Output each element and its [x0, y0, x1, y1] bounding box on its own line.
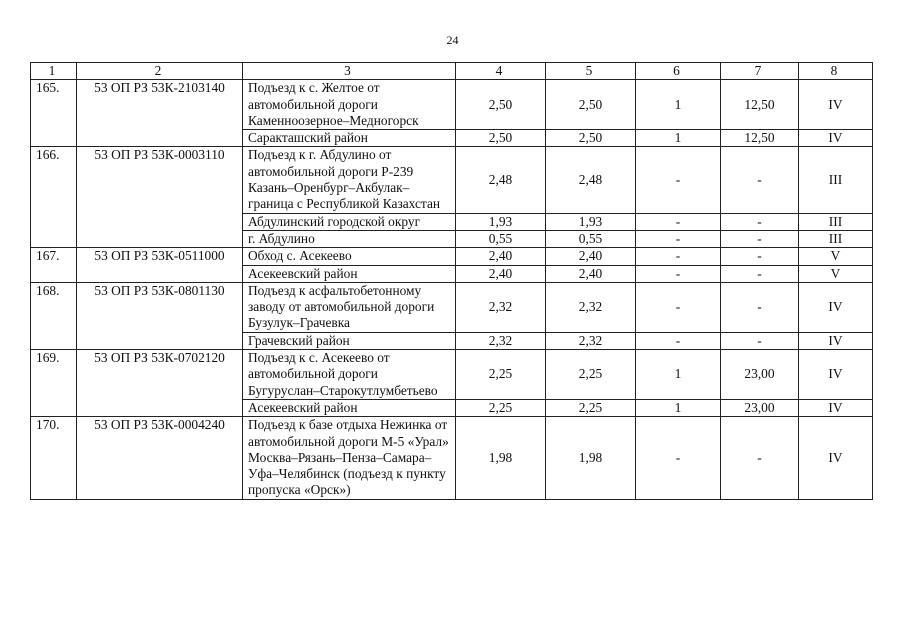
- road-category: IV: [799, 350, 873, 400]
- length-total: 2,50: [456, 80, 546, 130]
- road-category: V: [799, 248, 873, 265]
- row-number: 167.: [31, 248, 77, 283]
- header-cell: 2: [77, 63, 243, 80]
- bridge-length: 23,00: [721, 350, 799, 400]
- district-name: Абдулинский городской округ: [243, 213, 456, 230]
- road-category: IV: [799, 332, 873, 349]
- row-number: 166.: [31, 147, 77, 248]
- district-name: Асекеевский район: [243, 265, 456, 282]
- length-hard-surface: 1,93: [546, 213, 636, 230]
- bridge-length: -: [721, 213, 799, 230]
- bridge-count: -: [636, 213, 721, 230]
- road-name: Подъезд к асфальтобетонному заводу от автомобильной дороги Бузулук–Грачевка: [243, 282, 456, 332]
- road-category: III: [799, 230, 873, 247]
- length-total: 2,40: [456, 248, 546, 265]
- bridge-count: 1: [636, 130, 721, 147]
- length-total: 2,32: [456, 332, 546, 349]
- length-total: 2,40: [456, 265, 546, 282]
- road-name: Обход с. Асекеево: [243, 248, 456, 265]
- road-category: IV: [799, 282, 873, 332]
- bridge-length: -: [721, 248, 799, 265]
- row-number: 165.: [31, 80, 77, 147]
- length-total: 2,50: [456, 130, 546, 147]
- length-total: 2,48: [456, 147, 546, 213]
- bridge-length: 12,50: [721, 130, 799, 147]
- row-number: 170.: [31, 417, 77, 499]
- header-cell: 7: [721, 63, 799, 80]
- row-number: 169.: [31, 350, 77, 417]
- district-name: Асекеевский район: [243, 399, 456, 416]
- road-code: 53 ОП РЗ 53К-0702120: [77, 350, 243, 417]
- bridge-count: 1: [636, 350, 721, 400]
- length-hard-surface: 2,25: [546, 350, 636, 400]
- length-hard-surface: 0,55: [546, 230, 636, 247]
- road-category: IV: [799, 80, 873, 130]
- row-number: 168.: [31, 282, 77, 349]
- header-cell: 1: [31, 63, 77, 80]
- header-cell: 8: [799, 63, 873, 80]
- length-total: 2,25: [456, 399, 546, 416]
- length-total: 2,32: [456, 282, 546, 332]
- table-row: [31, 80, 873, 130]
- bridge-count: -: [636, 248, 721, 265]
- bridge-count: -: [636, 332, 721, 349]
- table-row: [31, 282, 873, 332]
- bridge-length: -: [721, 265, 799, 282]
- length-hard-surface: 2,32: [546, 332, 636, 349]
- bridge-count: -: [636, 417, 721, 499]
- road-code: 53 ОП РЗ 53К-0003110: [77, 147, 243, 248]
- road-category: IV: [799, 417, 873, 499]
- bridge-length: 23,00: [721, 399, 799, 416]
- bridge-length: -: [721, 417, 799, 499]
- table-row: [31, 248, 873, 265]
- bridge-length: -: [721, 147, 799, 213]
- table-header-row: [31, 63, 873, 80]
- header-cell: 3: [243, 63, 456, 80]
- bridge-count: 1: [636, 80, 721, 130]
- length-hard-surface: 1,98: [546, 417, 636, 499]
- length-hard-surface: 2,32: [546, 282, 636, 332]
- length-hard-surface: 2,50: [546, 130, 636, 147]
- road-category: III: [799, 213, 873, 230]
- header-cell: 4: [456, 63, 546, 80]
- road-name: Подъезд к с. Желтое от автомобильной дороги Каменноозерное–Медногорск: [243, 80, 456, 130]
- length-hard-surface: 2,50: [546, 80, 636, 130]
- road-category: III: [799, 147, 873, 213]
- district-name: г. Абдулино: [243, 230, 456, 247]
- road-category: V: [799, 265, 873, 282]
- bridge-count: -: [636, 282, 721, 332]
- roads-table: [30, 62, 873, 500]
- district-name: Грачевский район: [243, 332, 456, 349]
- bridge-length: -: [721, 230, 799, 247]
- road-category: IV: [799, 130, 873, 147]
- road-code: 53 ОП РЗ 53К-0801130: [77, 282, 243, 349]
- bridge-length: 12,50: [721, 80, 799, 130]
- page-number: 24: [446, 33, 459, 47]
- length-total: 1,93: [456, 213, 546, 230]
- district-name: Саракташский район: [243, 130, 456, 147]
- road-name: Подъезд к г. Абдулино от автомобильной дороги Р-239 Казань–Оренбург–Акбулак–граница с Республикой Казахстан: [243, 147, 456, 213]
- bridge-count: 1: [636, 399, 721, 416]
- bridge-count: -: [636, 265, 721, 282]
- table-row: [31, 147, 873, 213]
- road-code: 53 ОП РЗ 53К-2103140: [77, 80, 243, 147]
- bridge-count: -: [636, 147, 721, 213]
- length-total: 2,25: [456, 350, 546, 400]
- length-hard-surface: 2,40: [546, 248, 636, 265]
- road-name: Подъезд к с. Асекеево от автомобильной дороги Бугуруслан–Старокутлумбетьево: [243, 350, 456, 400]
- length-total: 0,55: [456, 230, 546, 247]
- bridge-length: -: [721, 332, 799, 349]
- header-cell: 5: [546, 63, 636, 80]
- length-hard-surface: 2,40: [546, 265, 636, 282]
- bridge-length: -: [721, 282, 799, 332]
- road-category: IV: [799, 399, 873, 416]
- length-hard-surface: 2,48: [546, 147, 636, 213]
- bridge-count: -: [636, 230, 721, 247]
- length-total: 1,98: [456, 417, 546, 499]
- length-hard-surface: 2,25: [546, 399, 636, 416]
- table-row: [31, 350, 873, 400]
- road-name: Подъезд к базе отдыха Нежинка от автомобильной дороги М-5 «Урал» Москва–Рязань–Пенза–Самара–Уфа–Челябинск (подъезд к пункту пропуска «Орск»): [243, 417, 456, 499]
- road-code: 53 ОП РЗ 53К-0511000: [77, 248, 243, 283]
- road-code: 53 ОП РЗ 53К-0004240: [77, 417, 243, 499]
- table-row: [31, 417, 873, 499]
- header-cell: 6: [636, 63, 721, 80]
